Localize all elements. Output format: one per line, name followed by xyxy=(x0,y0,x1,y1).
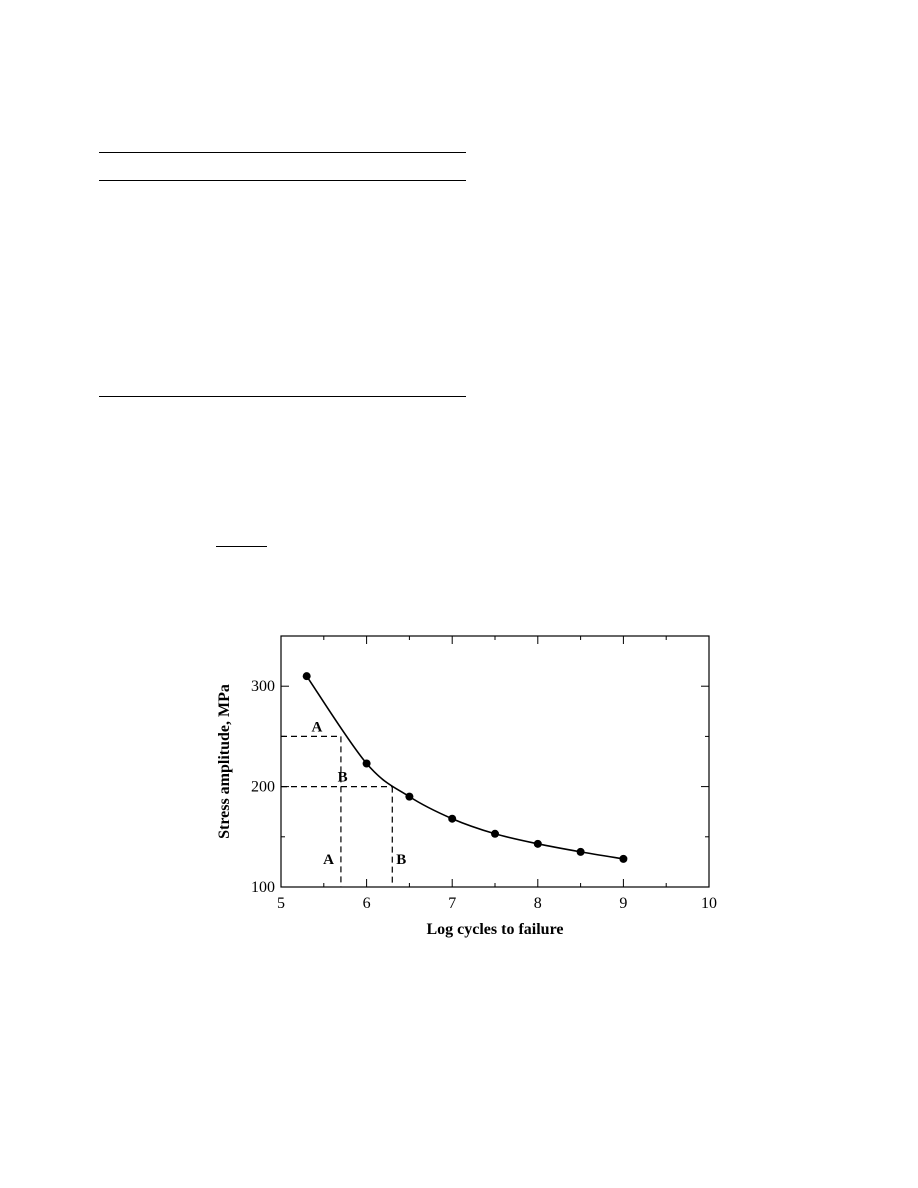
data-point xyxy=(491,830,499,838)
data-point xyxy=(619,855,627,863)
data-point xyxy=(363,760,371,768)
annotation-label-b: B xyxy=(337,769,348,786)
x-tick-label: 9 xyxy=(619,895,628,912)
data-point xyxy=(577,848,585,856)
x-tick-label: 5 xyxy=(277,895,285,912)
chart-labels xyxy=(216,684,564,938)
annotation-label-a-vertical: A xyxy=(323,852,334,868)
axes xyxy=(251,636,717,912)
y-tick-label: 100 xyxy=(251,879,275,896)
annotation-label-a: A xyxy=(311,719,323,736)
data-series xyxy=(303,672,628,863)
guide-lines xyxy=(281,719,406,887)
x-tick-label: 7 xyxy=(448,895,457,912)
y-axis-label: Stress amplitude, MPa xyxy=(216,684,233,839)
x-tick-label: 8 xyxy=(533,895,542,912)
x-axis-label: Log cycles to failure xyxy=(426,921,564,938)
data-point xyxy=(448,815,456,823)
x-tick-label: 10 xyxy=(701,895,717,912)
data-point xyxy=(534,840,542,848)
annotation-label-b-vertical: B xyxy=(396,852,407,868)
y-tick-label: 300 xyxy=(251,678,275,696)
data-point xyxy=(303,672,311,680)
series-line xyxy=(307,676,624,859)
plot-frame xyxy=(281,636,709,887)
data-point xyxy=(405,793,413,801)
y-tick-label: 200 xyxy=(251,778,275,796)
x-tick-label: 6 xyxy=(362,895,371,912)
